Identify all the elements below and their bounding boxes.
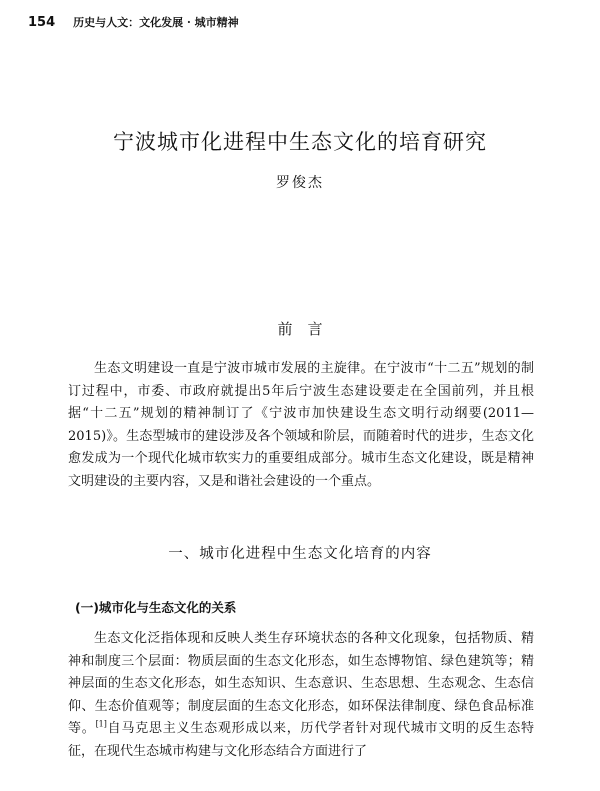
section-paragraph-block	[68, 628, 534, 764]
article-title: 宁波城市化进程中生态文化的培育研究	[113, 130, 487, 154]
subsection-heading: (一)城市化与生态文化的关系	[75, 600, 237, 615]
section-paragraph-part1: 生态文化泛指体现和反映人类生存环境状态的各种文化现象，包括物质、精神和制度三个层面：物质层面的生态文化形态，如生态博物馆、绿色建筑等；精神层面的生态文化形态，如生态知识、生态意识、生态思想、生态观念、生态信仰、生态价值观等；制度层面的生态文化形态，如环保法律制度、绿色食品标准等。	[68, 631, 534, 737]
section-paragraph	[68, 628, 534, 764]
preface-paragraph: 生态文明建设一直是宁波市城市发展的主旋律。在宁波市“十二五”规划的制订过程中，市委、市政府就提出5年后宁波生态建设要走在全国前列，并且根据“十二五”规划的精神制订了《宁波市加快建设生态文明行动纲要(2011—2015)》。生态型城市的建设涉及各个领域和阶层，而随着时代的进步，生态文化愈发成为一个现代化城市软实力的重要组成部分。城市生态文化建设，既是精神文明建设的主要内容，又是和谐社会建设的一个重点。	[68, 361, 534, 489]
preface-heading: 前 言	[277, 320, 323, 338]
section-paragraph-part2: 自马克思主义生态观形成以来，历代学者针对现代城市文明的反生态特征，在现代生态城市构建与文化形态结合方面进行了	[68, 721, 534, 759]
page-number: 154	[28, 14, 56, 30]
section-heading: 一、城市化进程中生态文化培育的内容	[168, 546, 432, 562]
page-header	[28, 12, 239, 32]
preface-paragraph-block	[68, 358, 534, 494]
author-name: 罗俊杰	[276, 175, 324, 191]
footnote-reference[interactable]: [1]	[95, 720, 107, 730]
running-head: 历史与人文：文化发展 · 城市精神	[73, 16, 239, 29]
